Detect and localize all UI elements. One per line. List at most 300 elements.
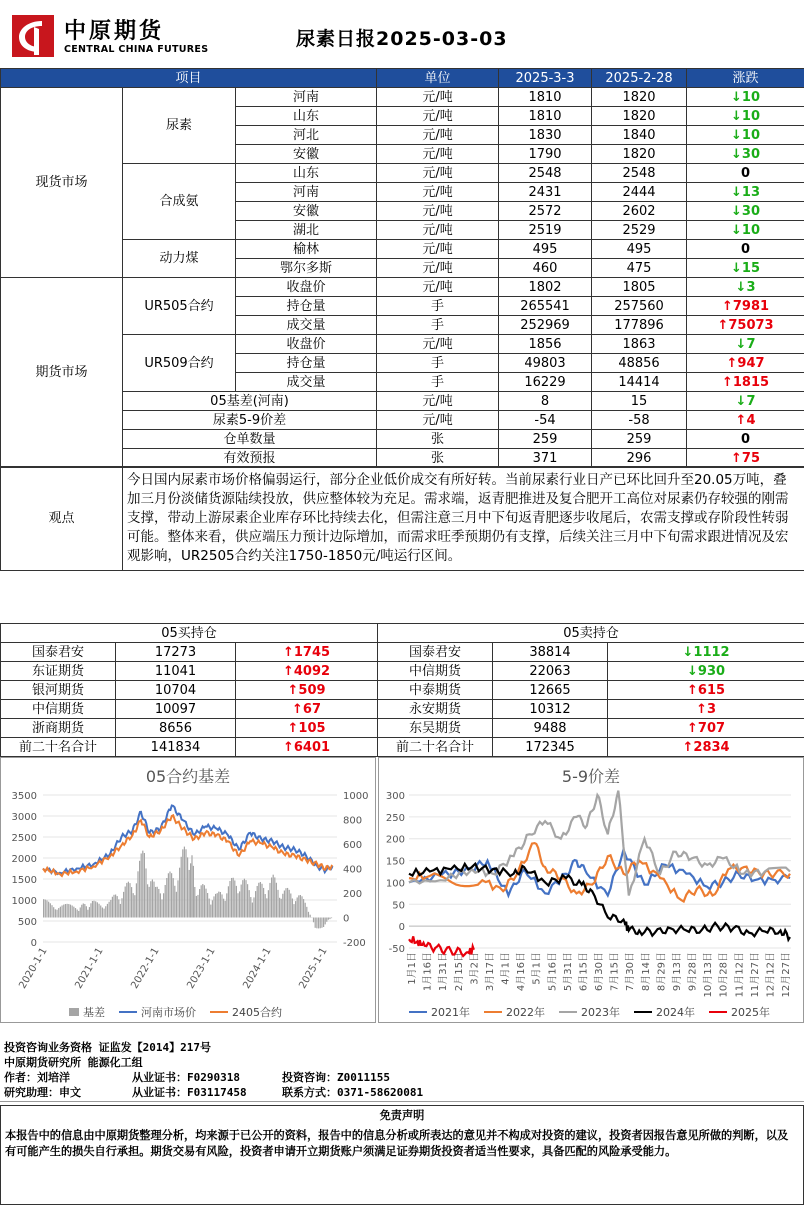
short-broker-name: 东吴期货	[378, 719, 493, 738]
x-tick-label: 1月1日	[407, 952, 418, 985]
x-tick-label: 2021-1-1	[73, 946, 106, 991]
basis-bar	[68, 904, 69, 917]
basis-bar	[48, 902, 49, 918]
basis-bar	[213, 896, 214, 917]
view-label: 观点	[1, 467, 123, 571]
basis-bar	[60, 907, 61, 918]
basis-bar	[284, 890, 285, 917]
basis-bar	[281, 899, 282, 918]
basis-bar	[77, 910, 78, 918]
row-label: 持仓量	[236, 297, 377, 316]
x-tick-label: 10月28日	[718, 952, 730, 998]
basis-bar	[225, 901, 226, 918]
value-current: 2572	[499, 202, 592, 221]
basis-chart	[0, 757, 376, 1023]
value-previous: 495	[592, 240, 687, 259]
legend-item	[559, 1004, 620, 1020]
value-current: 259	[499, 430, 592, 449]
legend-label: 2405合约	[232, 1006, 282, 1019]
basis-bar	[107, 904, 108, 918]
basis-bar	[289, 890, 290, 918]
short-broker-name: 永安期货	[378, 700, 493, 719]
row-label: 收盘价	[236, 335, 377, 354]
basis-bar	[265, 894, 266, 917]
x-tick-label: 8月14日	[640, 952, 652, 992]
x-tick-label: 4月16日	[516, 952, 528, 992]
row-label: 榆林	[236, 240, 377, 259]
value-current: 16229	[499, 373, 592, 392]
short-change: ↓930	[608, 662, 804, 681]
basis-bar	[113, 895, 114, 918]
series-line-1	[409, 843, 790, 901]
footer-assistant: 研究助理：申文	[4, 1086, 81, 1099]
basis-bar	[144, 853, 145, 918]
basis-bar	[268, 890, 269, 917]
short-broker-name: 中信期货	[378, 662, 493, 681]
value-previous: 259	[592, 430, 687, 449]
value-previous: 1840	[592, 126, 687, 145]
basis-bar	[237, 893, 238, 917]
y-left-tick-label: 3500	[11, 791, 37, 802]
x-tick-label: 8月29日	[656, 952, 668, 992]
change-value: ↓10	[687, 126, 804, 145]
basis-bar	[313, 918, 314, 923]
x-tick-label: 11月12日	[734, 952, 746, 998]
basis-bar	[205, 889, 206, 918]
value-current: 8	[499, 392, 592, 411]
view-table	[0, 466, 804, 571]
value-current: -54	[499, 411, 592, 430]
footer-info	[0, 1038, 804, 1102]
spread-chart-legend	[409, 1004, 770, 1020]
legend-item	[484, 1004, 545, 1020]
x-tick-label: 9月13日	[671, 952, 683, 992]
basis-bar	[320, 918, 321, 929]
basis-bar	[277, 890, 278, 918]
basis-bar	[123, 892, 124, 918]
unit-cell: 元/吨	[377, 145, 499, 164]
y-tick-label: 100	[385, 878, 405, 890]
basis-bar	[86, 906, 87, 917]
y-right-tick-label: -200	[343, 938, 366, 949]
basis-bar	[72, 906, 73, 918]
basis-bar	[120, 904, 121, 918]
basis-bar	[191, 855, 192, 917]
basis-bar	[245, 880, 246, 917]
basis-bar	[78, 911, 79, 918]
long-volume: 11041	[116, 662, 236, 681]
basis-bar	[174, 886, 175, 918]
unit-cell: 元/吨	[377, 88, 499, 107]
basis-bar	[50, 903, 51, 917]
y-left-tick-label: 1000	[11, 896, 37, 907]
footer-author-row	[4, 1070, 800, 1085]
x-tick-label: 1月31日	[438, 952, 450, 992]
basis-bar	[166, 878, 167, 918]
basis-bar	[308, 912, 309, 918]
value-previous: 177896	[592, 316, 687, 335]
basis-bar	[89, 907, 90, 917]
legend-label: 2025年	[731, 1006, 770, 1019]
long-broker-name: 浙商期货	[1, 719, 116, 738]
change-value: ↓10	[687, 107, 804, 126]
legend-swatch	[69, 1008, 79, 1016]
basis-bar	[131, 887, 132, 917]
long-broker-name: 中信期货	[1, 700, 116, 719]
y-tick-label: 300	[385, 791, 405, 802]
basis-bar	[201, 885, 202, 917]
basis-bar	[318, 918, 319, 929]
basis-bar	[223, 899, 224, 918]
basis-bar	[161, 899, 162, 917]
group-label: UR509合约	[123, 335, 236, 392]
basis-bar	[194, 887, 195, 918]
value-current: 460	[499, 259, 592, 278]
basis-bar	[110, 900, 111, 918]
basis-bar	[326, 918, 327, 922]
basis-chart-legend	[69, 1004, 282, 1020]
basis-bar	[118, 899, 119, 917]
y-tick-label: -50	[388, 944, 405, 955]
price-table	[0, 68, 804, 468]
table-header-row	[1, 69, 804, 88]
basis-bar	[147, 884, 148, 917]
disclaimer	[0, 1105, 804, 1205]
basis-bar	[56, 910, 57, 918]
value-current: 252969	[499, 316, 592, 335]
unit-cell: 元/吨	[377, 278, 499, 297]
x-tick-label: 2020-1-1	[17, 946, 50, 991]
basis-bar	[247, 884, 248, 917]
header-item: 项目	[1, 69, 377, 88]
basis-bar	[141, 853, 142, 917]
basis-bar	[298, 895, 299, 917]
x-tick-label: 2023-1-1	[185, 946, 218, 991]
header-date-previous: 2025-2-28	[592, 69, 687, 88]
unit-cell: 元/吨	[377, 221, 499, 240]
long-volume: 8656	[116, 719, 236, 738]
basis-bar	[128, 882, 129, 918]
y-tick-label: 150	[385, 856, 405, 868]
header-change: 涨跌	[687, 69, 804, 88]
basis-bar	[310, 915, 311, 918]
table-row	[1, 278, 804, 297]
basis-bar	[249, 890, 250, 917]
legend-swatch	[210, 1011, 228, 1013]
change-value: 0	[687, 240, 804, 259]
basis-bar	[301, 896, 302, 917]
basis-bar	[199, 889, 200, 917]
basis-bar	[83, 903, 84, 917]
row-label: 山东	[236, 107, 377, 126]
value-current: 1810	[499, 88, 592, 107]
basis-bar	[184, 847, 185, 918]
basis-bar	[158, 889, 159, 918]
basis-bar	[145, 868, 146, 917]
basis-bar	[250, 897, 251, 917]
basis-bar	[285, 888, 286, 917]
legend-item	[709, 1004, 770, 1020]
unit-cell: 元/吨	[377, 107, 499, 126]
y-left-tick-label: 2500	[11, 833, 37, 844]
legend-label: 2021年	[431, 1006, 470, 1019]
basis-bar	[136, 883, 137, 917]
short-change: ↑2834	[608, 738, 804, 757]
row-label: 尿素5-9价差	[123, 411, 377, 430]
change-value: ↑75	[687, 449, 804, 468]
basis-bar	[202, 884, 203, 917]
basis-bar	[215, 894, 216, 918]
view-text: 今日国内尿素市场价格偏弱运行，部分企业低价成交有所好转。当前尿素行业日产已环比回升至20.05万吨，叠加三月份淡储货源陆续投放，供应整体较为充足。需求端，返青肥推进及复合肥开工高位对尿素仍存较强的刚需支撑，带动上游尿素企业库存环比持续去化，但需注意三月中下旬返青肥逐步收尾后，农需支撑或存阶段性转弱可能。整体来看，供应端压力预计边际增加，而需求旺季预期仍有支撑，后续关注三月中下旬需求跟进情况及宏观影响，UR2505合约关注1750-1850元/吨运行区间。	[123, 467, 804, 571]
basis-bar	[217, 893, 218, 917]
long-broker-name: 前二十名合计	[1, 738, 116, 757]
x-tick-label: 6月15日	[578, 952, 590, 992]
x-tick-label: 5月31日	[562, 952, 574, 992]
y-tick-label: 200	[385, 834, 405, 846]
group-label: 动力煤	[123, 240, 236, 278]
row-label: 河南	[236, 183, 377, 202]
x-tick-label: 10月13日	[703, 952, 715, 998]
value-previous: 296	[592, 449, 687, 468]
x-tick-label: 5月16日	[547, 952, 559, 992]
change-value: ↑1815	[687, 373, 804, 392]
x-tick-label: 3月2日	[469, 952, 481, 985]
basis-bar	[152, 879, 153, 917]
basis-bar	[279, 898, 280, 918]
series-line-0	[409, 850, 790, 896]
basis-bar	[239, 891, 240, 917]
x-tick-label: 2月15日	[453, 952, 465, 992]
basis-bar	[181, 857, 182, 918]
group-label: 尿素	[123, 88, 236, 164]
legend-swatch	[484, 1011, 502, 1013]
basis-bar	[305, 903, 306, 918]
basis-bar	[323, 918, 324, 927]
x-tick-label: 12月27日	[781, 952, 792, 998]
short-volume: 172345	[493, 738, 608, 757]
row-label: 收盘价	[236, 278, 377, 297]
basis-bar	[61, 905, 62, 917]
row-label: 安徽	[236, 202, 377, 221]
basis-bar	[204, 885, 205, 917]
short-change: ↑615	[608, 681, 804, 700]
basis-bar	[134, 895, 135, 917]
short-volume: 38814	[493, 643, 608, 662]
unit-cell: 元/吨	[377, 183, 499, 202]
basis-bar	[276, 883, 277, 918]
value-previous: 1805	[592, 278, 687, 297]
basis-bar	[182, 849, 183, 917]
basis-bar	[95, 901, 96, 917]
basis-bar	[98, 904, 99, 918]
footer-institute: 中原期货研究所 能源化工组	[4, 1056, 143, 1069]
y-left-tick-label: 3000	[11, 812, 37, 823]
row-label: 湖北	[236, 221, 377, 240]
value-previous: 2548	[592, 164, 687, 183]
basis-bar	[129, 883, 130, 917]
unit-cell: 手	[377, 354, 499, 373]
basis-bar	[241, 885, 242, 918]
basis-bar	[295, 901, 296, 917]
basis-bar	[165, 885, 166, 918]
value-previous: 2602	[592, 202, 687, 221]
basis-bar	[297, 897, 298, 917]
unit-cell: 元/吨	[377, 411, 499, 430]
group-label: UR505合约	[123, 278, 236, 335]
legend-swatch	[409, 1011, 427, 1013]
short-volume: 10312	[493, 700, 608, 719]
basis-bar	[65, 904, 66, 917]
basis-bar	[155, 887, 156, 918]
value-previous: -58	[592, 411, 687, 430]
basis-bar	[70, 905, 71, 918]
basis-bar	[92, 901, 93, 918]
basis-bar	[43, 899, 44, 917]
unit-cell: 元/吨	[377, 240, 499, 259]
basis-bar	[220, 892, 221, 918]
position-row	[1, 738, 804, 757]
value-current: 371	[499, 449, 592, 468]
y-right-tick-label: 800	[343, 815, 363, 827]
basis-bar	[121, 898, 122, 917]
basis-bar	[160, 893, 161, 917]
legend-swatch	[709, 1011, 727, 1013]
legend-item	[634, 1004, 695, 1020]
basis-bar	[133, 893, 134, 917]
basis-bar	[257, 886, 258, 918]
company-name-cn: 中原期货	[64, 18, 165, 44]
value-current: 1802	[499, 278, 592, 297]
basis-bar	[137, 871, 138, 917]
legend-swatch	[119, 1011, 137, 1013]
unit-cell: 手	[377, 297, 499, 316]
y-right-tick-label: 600	[343, 840, 363, 851]
position-row	[1, 719, 804, 738]
basis-bar	[255, 891, 256, 917]
long-broker-name: 银河期货	[1, 681, 116, 700]
legend-label: 2024年	[656, 1006, 695, 1019]
y-left-tick-label: 2000	[11, 854, 37, 865]
x-tick-label: 6月30日	[594, 952, 605, 992]
basis-bar	[115, 895, 116, 918]
long-change: ↑509	[236, 681, 378, 700]
footer-author-cert: 从业证书：F0290318	[132, 1071, 240, 1084]
basis-bar	[196, 896, 197, 918]
basis-bar	[282, 894, 283, 918]
basis-bar	[75, 908, 76, 917]
change-value: ↓7	[687, 392, 804, 411]
value-previous: 48856	[592, 354, 687, 373]
position-row	[1, 643, 804, 662]
basis-bar	[157, 887, 158, 918]
y-tick-label: 0	[398, 922, 405, 934]
unit-cell: 元/吨	[377, 202, 499, 221]
value-previous: 2444	[592, 183, 687, 202]
basis-bar	[329, 918, 330, 920]
change-value: ↓3	[687, 278, 804, 297]
basis-bar	[100, 906, 101, 918]
x-tick-label: 2025-1-1	[297, 946, 330, 991]
basis-bar	[67, 904, 68, 918]
basis-bar	[150, 881, 151, 917]
basis-bar	[316, 918, 317, 929]
unit-cell: 元/吨	[377, 126, 499, 145]
legend-item-basis	[69, 1004, 105, 1020]
basis-bar	[261, 884, 262, 918]
basis-bar	[185, 849, 186, 917]
long-volume: 10097	[116, 700, 236, 719]
short-broker-name: 前二十名合计	[378, 738, 493, 757]
basis-bar	[212, 900, 213, 917]
short-volume: 22063	[493, 662, 608, 681]
value-previous: 257560	[592, 297, 687, 316]
position-row	[1, 662, 804, 681]
long-volume: 17273	[116, 643, 236, 662]
short-change: ↑707	[608, 719, 804, 738]
basis-bar	[80, 907, 81, 917]
header-date-current: 2025-3-3	[499, 69, 592, 88]
basis-bar	[266, 898, 267, 917]
basis-bar	[207, 893, 208, 917]
x-tick-label: 4月1日	[500, 952, 512, 985]
value-previous: 14414	[592, 373, 687, 392]
basis-bar	[125, 886, 126, 917]
report-header	[0, 0, 804, 68]
value-current: 49803	[499, 354, 592, 373]
value-previous: 475	[592, 259, 687, 278]
footer-contact: 联系方式：0371-58620081	[282, 1086, 424, 1099]
legend-label: 基差	[83, 1006, 105, 1019]
long-change: ↑67	[236, 700, 378, 719]
unit-cell: 手	[377, 373, 499, 392]
row-label: 成交量	[236, 373, 377, 392]
basis-bar	[303, 899, 304, 917]
basis-bar	[73, 907, 74, 918]
basis-bar	[228, 886, 229, 917]
y-tick-label: 50	[392, 900, 405, 912]
basis-bar	[173, 878, 174, 917]
value-current: 1856	[499, 335, 592, 354]
change-value: 0	[687, 430, 804, 449]
x-tick-label: 2024-1-1	[241, 946, 274, 991]
short-broker-name: 中泰期货	[378, 681, 493, 700]
basis-bar	[252, 903, 253, 918]
change-value: ↓10	[687, 221, 804, 240]
long-positions-title: 05买持仓	[1, 624, 378, 643]
footer-author-advisory: 投资咨询：Z0011155	[282, 1071, 390, 1084]
unit-cell: 张	[377, 449, 499, 468]
positions-table	[0, 623, 804, 757]
basis-chart-title: 05合约基差	[145, 767, 231, 786]
short-change: ↓1112	[608, 643, 804, 662]
row-label: 有效预报	[123, 449, 377, 468]
unit-cell: 元/吨	[377, 335, 499, 354]
footer-assistant-cert: 从业证书：F03117458	[132, 1086, 247, 1099]
change-value: ↓10	[687, 88, 804, 107]
row-label: 05基差(河南)	[123, 392, 377, 411]
spread-chart-title: 5-9价差	[561, 767, 621, 786]
basis-bar	[253, 897, 254, 917]
basis-bar	[287, 888, 288, 918]
long-change: ↑105	[236, 719, 378, 738]
basis-bar	[55, 909, 56, 917]
value-current: 2519	[499, 221, 592, 240]
legend-label: 河南市场价	[141, 1006, 196, 1019]
basis-bar	[244, 879, 245, 918]
basis-bar	[242, 880, 243, 917]
change-value: ↓15	[687, 259, 804, 278]
company-logo-icon	[12, 15, 54, 57]
